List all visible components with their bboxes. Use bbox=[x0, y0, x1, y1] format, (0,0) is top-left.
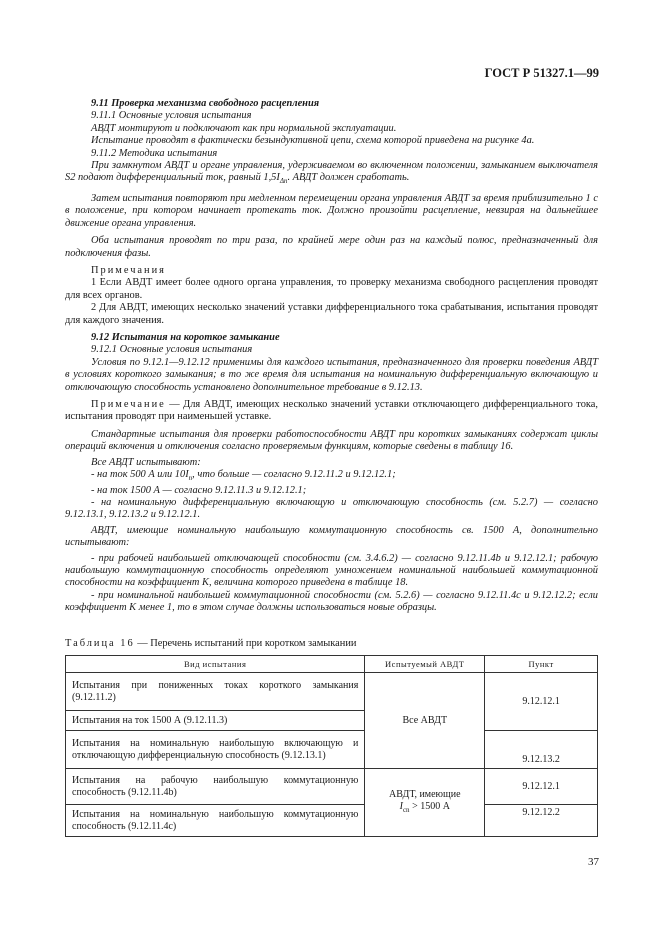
list-item: - на номинальную дифференциальную включающую и отключающую способность (см. 5.2.7) — согласно 9.12.13.1, 9.12.13.2 и 9.12.12.1. bbox=[65, 496, 598, 521]
test-list-table bbox=[65, 655, 598, 837]
paragraph: Испытание проводят в фактически безындуктивной цепи, схема которой приведена на рисунке 4а. bbox=[91, 135, 535, 147]
paragraph: Затем испытания повторяют при медленном перемещении органа управления АВДТ за время приблизительно 1 с в положение, при котором начинает протекать ток. Должно произойти расцепление, невзирая на дальнейшее движение органа управления. bbox=[65, 192, 598, 229]
list-item bbox=[65, 469, 598, 484]
device-cell: Все АВДТ bbox=[365, 673, 485, 769]
subscript: Δn bbox=[279, 177, 288, 186]
page-body bbox=[65, 98, 598, 615]
paragraph: АВДТ монтируют и подключают как при нормальной эксплуатации. bbox=[91, 122, 397, 134]
symbol-I: I bbox=[185, 469, 189, 481]
device-text: > 1500 А bbox=[409, 801, 450, 812]
paragraph: Все АВДТ испытывают: bbox=[91, 456, 201, 468]
text-fragment: При замкнутом АВДТ и органе управления, удерживаемом во включенном положении, замыканием выключателя S2 подают дифференциальный ток, равный 1,5 bbox=[65, 160, 598, 184]
text-fragment: , что больше — согласно 9.12.11.2 и 9.12.12.1; bbox=[192, 469, 396, 481]
document-code: ГОСТ Р 51327.1—99 bbox=[484, 66, 599, 80]
text-fragment: - на ток 500 А или 10 bbox=[91, 469, 186, 481]
table-title: — Перечень испытаний при коротком замыкании bbox=[134, 638, 357, 649]
paragraph: Стандартные испытания для проверки работоспособности АВДТ при коротких замыканиях содержат циклы операций включения и отключения согласно проверяемым функциям, которые сведены в таблицу 16. bbox=[65, 428, 598, 453]
clause-cell: 9.12.13.2 bbox=[485, 731, 598, 769]
table-row bbox=[66, 769, 598, 805]
paragraph: АВДТ, имеющие номинальную наибольшую коммутационную способность св. 1500 А, дополнительно испытывают: bbox=[65, 524, 598, 549]
column-header-device: Испытуемый АВДТ bbox=[365, 656, 485, 673]
list-item: - при номинальной наибольшей коммутационной способности (см. 5.2.6) — согласно 9.12.11.4с и 9.12.12.2; если коэффициент K менее 1, то в этом случае должны использоваться новые образцы. bbox=[65, 589, 598, 614]
symbol-I: I bbox=[276, 172, 280, 184]
note-2: 2 Для АВДТ, имеющих несколько значений уставки дифференциального тока срабатывания, испытания проводят для каждого значения. bbox=[65, 302, 598, 326]
test-cell: Испытания при пониженных токах короткого замыкания (9.12.11.2) bbox=[66, 673, 365, 711]
column-header-test: Вид испытания bbox=[66, 656, 365, 673]
test-cell: Испытания на номинальную наибольшую коммутационную способность (9.12.11.4с) bbox=[66, 805, 365, 837]
device-cell bbox=[365, 769, 485, 837]
page-number: 37 bbox=[588, 856, 599, 868]
notes-heading: Примечания bbox=[91, 264, 166, 276]
subsection-9-12-1: 9.12.1 Основные условия испытания bbox=[91, 344, 253, 356]
column-header-clause: Пункт bbox=[485, 656, 598, 673]
table-row bbox=[66, 805, 598, 837]
section-heading-9-11: 9.11 Проверка механизма свободного расцепления bbox=[91, 98, 320, 109]
subscript: cn bbox=[402, 806, 410, 814]
subsection-9-11-1: 9.11.1 Основные условия испытания bbox=[91, 110, 252, 122]
clause-cell: 9.12.12.2 bbox=[485, 805, 598, 837]
symbol-I: I bbox=[399, 801, 403, 812]
paragraph: Оба испытания проводят по три раза, по крайней мере один раз на каждый полюс, предназначенный для подключения фазы. bbox=[65, 235, 598, 259]
table-caption bbox=[65, 638, 356, 649]
table-row bbox=[66, 673, 598, 711]
note bbox=[65, 399, 598, 424]
paragraph: Условия по 9.12.1—9.12.12 применимы для каждого испытания, предназначенного для проверки поведения АВДТ в условиях короткого замыкания; в то же время для испытания на номинальную дифференциальную включающую и отключающую способность установлено дополнительное требование в 9.12.13. bbox=[65, 356, 598, 393]
test-cell: Испытания на ток 1500 А (9.12.11.3) bbox=[66, 711, 365, 731]
table-header-row bbox=[66, 656, 598, 673]
note-text: — Для АВДТ, имеющих несколько значений уставки отключающего дифференциального тока, испытания проводят при наименьшей уставке. bbox=[65, 399, 598, 423]
section-heading-9-12: 9.12 Испытания на короткое замыкание bbox=[91, 331, 280, 343]
device-text: АВДТ, имеющие bbox=[389, 789, 461, 800]
subscript: n bbox=[188, 474, 193, 483]
text-fragment: . АВДТ должен сработать. bbox=[287, 172, 410, 184]
table-label: Таблица 16 bbox=[65, 638, 135, 649]
paragraph bbox=[65, 160, 598, 188]
list-item: - на ток 1500 А — согласно 9.12.11.3 и 9.12.12.1; bbox=[91, 484, 307, 496]
note-label: Примечание bbox=[91, 399, 166, 411]
clause-cell: 9.12.12.1 bbox=[485, 673, 598, 731]
clause-cell: 9.12.12.1 bbox=[485, 769, 598, 805]
test-cell: Испытания на рабочую наибольшую коммутационную способность (9.12.11.4b) bbox=[66, 769, 365, 805]
test-cell: Испытания на номинальную наибольшую включающую и отключающую дифференциальную способность (9.12.13.1) bbox=[66, 731, 365, 769]
note-1: 1 Если АВДТ имеет более одного органа управления, то проверку механизма свободного расцепления проводят для всех органов. bbox=[65, 277, 598, 301]
subsection-9-11-2: 9.11.2 Методика испытания bbox=[91, 147, 218, 159]
table-row bbox=[66, 731, 598, 769]
list-item: - при рабочей наибольшей отключающей способности (см. 3.4.6.2) — согласно 9.12.11.4b и 9.12.12.1; рабочую наибольшую коммутационную способность определяют умножением номинальной наибольшей коммутационной способности на коэффициент K, величина которого приведена в таблице 18. bbox=[65, 552, 598, 589]
